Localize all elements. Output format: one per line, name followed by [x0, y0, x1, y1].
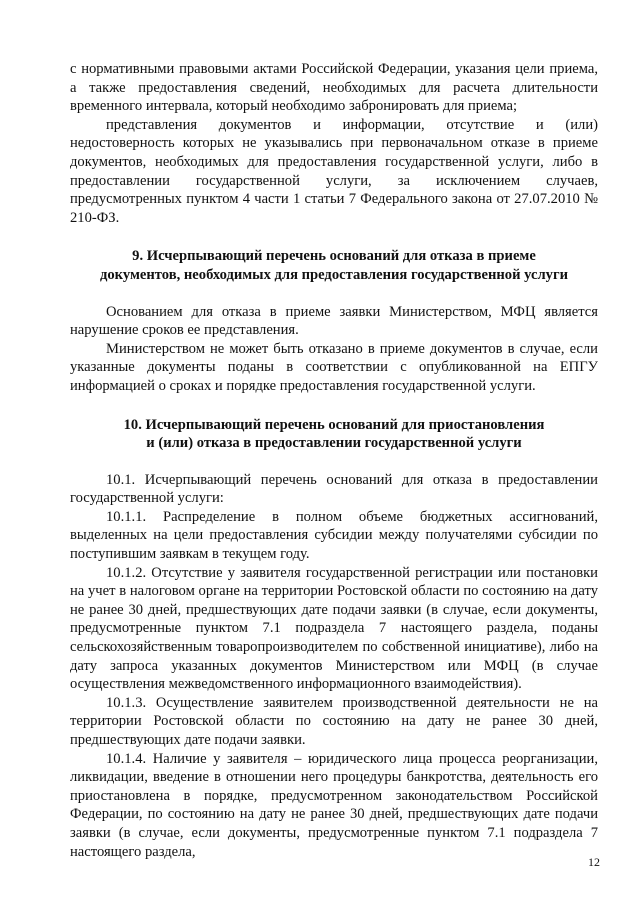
- section-9-paragraph: Министерством не может быть отказано в приеме документов в случае, если указанные документы поданы в соответствии с опубликованной на ЕПГУ информацией о сроках и порядке предоставления государственной услуги.: [70, 340, 598, 394]
- section-9-heading: [70, 247, 598, 284]
- section-9-heading-line-2: документов, необходимых для предоставления государственной услуги: [100, 266, 568, 283]
- clause-10-1: 10.1. Исчерпывающий перечень оснований для отказа в предоставлении государственной услуги:: [70, 471, 598, 507]
- section-9-paragraph: Основанием для отказа в приеме заявки Министерством, МФЦ является нарушение сроков ее представления.: [70, 303, 598, 339]
- clause-10-1-4: 10.1.4. Наличие у заявителя – юридического лица процесса реорганизации, ликвидации, введение в отношении него процедуры банкротства, деятельность его приостановлена в порядке, предусмотренном законодательством Российской Федерации, по состоянию на дату не ранее 30 дней, предшествующих дате подачи заявки (в случае, если документы, предусмотренные пунктом 7.1 подраздела 7 настоящего раздела,: [70, 750, 598, 860]
- section-10-heading-line-2: и (или) отказа в предоставлении государственной услуги: [146, 435, 522, 452]
- section-10-heading-line-1: 10. Исчерпывающий перечень оснований для приостановления: [123, 416, 545, 433]
- section-10-heading: [70, 416, 598, 453]
- paragraph-continuation: с нормативными правовыми актами Российской Федерации, указания цели приема, а также предоставления сведений, необходимых для расчета длительности временного интервала, который необходимо забронировать для приема;: [70, 61, 598, 115]
- paragraph-documents-info: представления документов и информации, отсутствие и (или) недостоверность которых не указывались при первоначальном отказе в приеме документов, необходимых для предоставления государственной услуги, либо в предоставлении государственной услуги, за исключением случаев, предусмотренных пунктом 4 части 1 статьи 7 Федерального закона от 27.07.2010 № 210-ФЗ.: [70, 116, 598, 226]
- section-9-heading-line-1: 9. Исчерпывающий перечень оснований для отказа в приеме: [132, 248, 536, 265]
- clause-10-1-1: 10.1.1. Распределение в полном объеме бюджетных ассигнований, выделенных на цели предоставления субсидии между получателями субсидии по поступившим заявкам в текущем году.: [70, 508, 598, 563]
- page-number: 12: [588, 855, 600, 869]
- clause-10-1-3: 10.1.3. Осуществление заявителем производственной деятельности не на территории Ростовской области по состоянию на дату не ранее 30 дней, предшествующих дате подачи заявки.: [70, 694, 598, 748]
- clause-10-1-2: 10.1.2. Отсутствие у заявителя государственной регистрации или постановки на учет в налоговом органе на территории Ростовской области по состоянию на дату не ранее 30 дней, предшествующих дате подачи заявки (в случае, если документы, предусмотренные пунктом 7.1 подраздела 7 настоящего раздела, поданы сельскохозяйственным товаропроизводителем по собственной инициативе), либо на дату запроса указанных документов Министерством или МФЦ (в случае осуществления межведомственного информационного взаимодействия).: [70, 564, 598, 693]
